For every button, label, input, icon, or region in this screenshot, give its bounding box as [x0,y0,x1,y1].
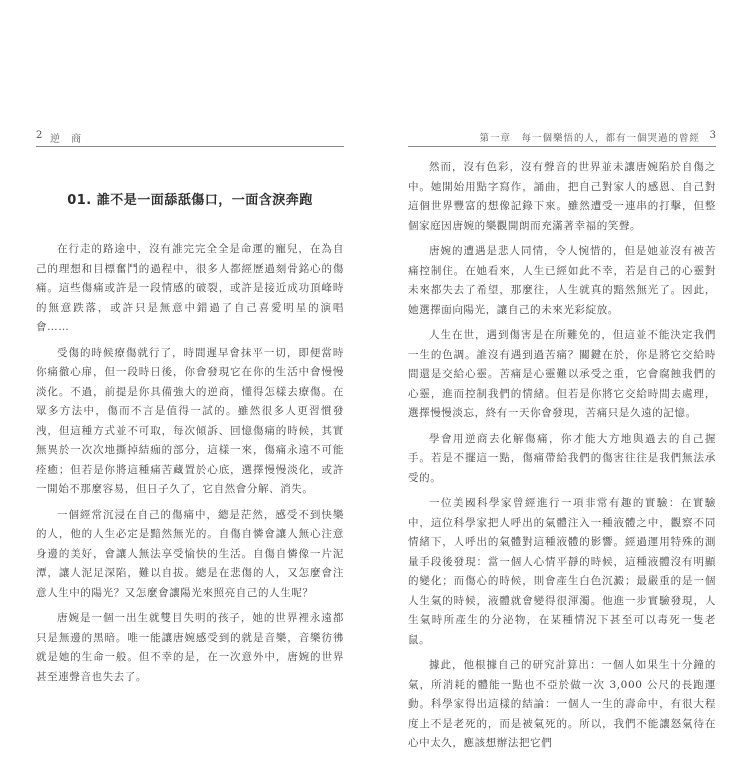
left-running-header [36,126,344,147]
paragraph: 然而，沒有色彩，沒有聲音的世界並未讓唐婉陷於自傷之中。她開始用點字寫作，誦曲，把自己對家人的感恩、自己對這個世界豐富的想像記錄下來。雖然遭受一連串的打擊，但整個家庭因唐婉的樂觀開朗而充滿著幸福的笑聲。 [408,161,716,232]
paragraph: 唐婉是一個一出生就雙目失明的孩子，她的世界裡永遠都只是無邊的黑暗。唯一能讓唐婉感受到的就是音樂，音樂彷彿就是她的生命一般。但不幸的是，在一次意外中，唐婉的世界甚至連聲音也失去了。 [36,612,344,683]
page-number: 3 [709,130,716,141]
paragraph: 唐婉的遭遇是悲人同情，令人惋惜的，但是她並沒有被苦痛控制住。在她看來，人生已經如此不幸，若是自己的心靈對未來都失去了希望，那麼往，人生就真的黯然無光了。因此，她選擇面向陽光，讓自己的未來光彩綻放。 [408,245,716,316]
page-number: 2 [36,130,43,141]
paragraph: 學會用逆商去化解傷痛，你才能大方地與過去的自己握手。若是不擺這一點，傷痛帶給我們的傷害往往是我們無法承受的。 [408,432,716,484]
book-title: 逆 商 [50,134,86,145]
left-body [36,240,344,687]
paragraph: 人生在世，遇到傷害是在所難免的，但這並不能決定我們一生的色調。誰沒有遇到過苦痛？關鍵在於，你是將它交給時間還是交給心靈。苦痛是心靈難以承受之重，它會腐蝕我們的心靈，進而控制我們的情緒。但若是你將它交給時間去處理，選擇慢慢淡忘，終有一天你會發現，苦痛只是久遠的記憶。 [408,329,716,419]
paragraph: 一位美國科學家曾經進行一項非常有趣的實驗：在實驗中，這位科學家把人呼出的氣體注入一種液體之中，觀察不同情緒下，人呼出的氣體對這種液體的影響。經過運用特殊的測量手段後發現：當一個人心情平靜的時候，這種液體沒有明顯的變化；而傷心的時候，則會產生白色沉澱；最嚴重的是一個人生氣的時候，液體就會變得很渾濁。他進一步實驗發現，人生氣時所產生的分泌物，在某種情況下甚至可以毒死一隻老鼠。 [408,497,716,646]
right-running-header [408,126,716,147]
paragraph: 據此，他根據自己的研究計算出：一個人如果生十分鐘的氣，所消耗的體能一點也不亞於做一次 3,000 公尺的長跑運動。科學家得出這樣的結論：一個人一生的壽命中，有很大程度上不是老死的，而是被氣死的。所以，我們不能讓怒氣待在心中太久，應該想辦法把它們 [408,659,716,749]
section-title: 01. 誰不是一面舔舐傷口，一面含淚奔跑 [67,193,313,208]
paragraph: 在行走的路途中，沒有誰完完全全是命運的寵兒，在為自己的理想和目標奮鬥的過程中，很多人都經歷過刻骨銘心的傷痛。這些傷痛或許是一段情感的破裂，或許是接近成功頂峰時的無意跌落，或許只是無意中錯過了自己喜愛明星的演唱會…… [36,243,344,333]
paragraph: 受傷的時候療傷就行了，時間遲早會抹平一切，即便當時你痛徹心扉，但一段時日後，你會發現它在你的生活中會慢慢淡化。不過，前提是你具備強大的逆商，懂得怎樣去療傷。在眾多方法中，傷而不言是值得一試的。雖然很多人更習慣發洩，但這種方式並不可取，每次傾訴、回憶傷痛的時候，其實無異於一次次地撕掉結痂的部分，這樣一來，傷痛永遠不可能痊癒；但若是你將這種痛苦藏置於心底，選擇慢慢淡化，或許一開始不那麼容易，但日子久了，它自然會分解、消失。 [36,346,344,495]
chapter-header: 第一章 每一個樂悟的人，都有一個哭過的曾經 [479,133,700,144]
right-body [408,158,716,754]
paragraph: 一個經常沉浸在自己的傷痛中，總是茫然，感受不到快樂的人，他的人生必定是黯然無光的。自傷自憐會讓人無心注意身邊的美好，會讓人無法享受愉快的生活。自傷自憐像一片泥潭，讓人泥足深陷，難以自拔。總是在悲傷的人，又怎麼會注意人生中的陽光？又怎麼會讓陽光來照亮自己的人生呢？ [36,508,344,599]
right-page [408,126,716,760]
left-page [36,126,344,693]
